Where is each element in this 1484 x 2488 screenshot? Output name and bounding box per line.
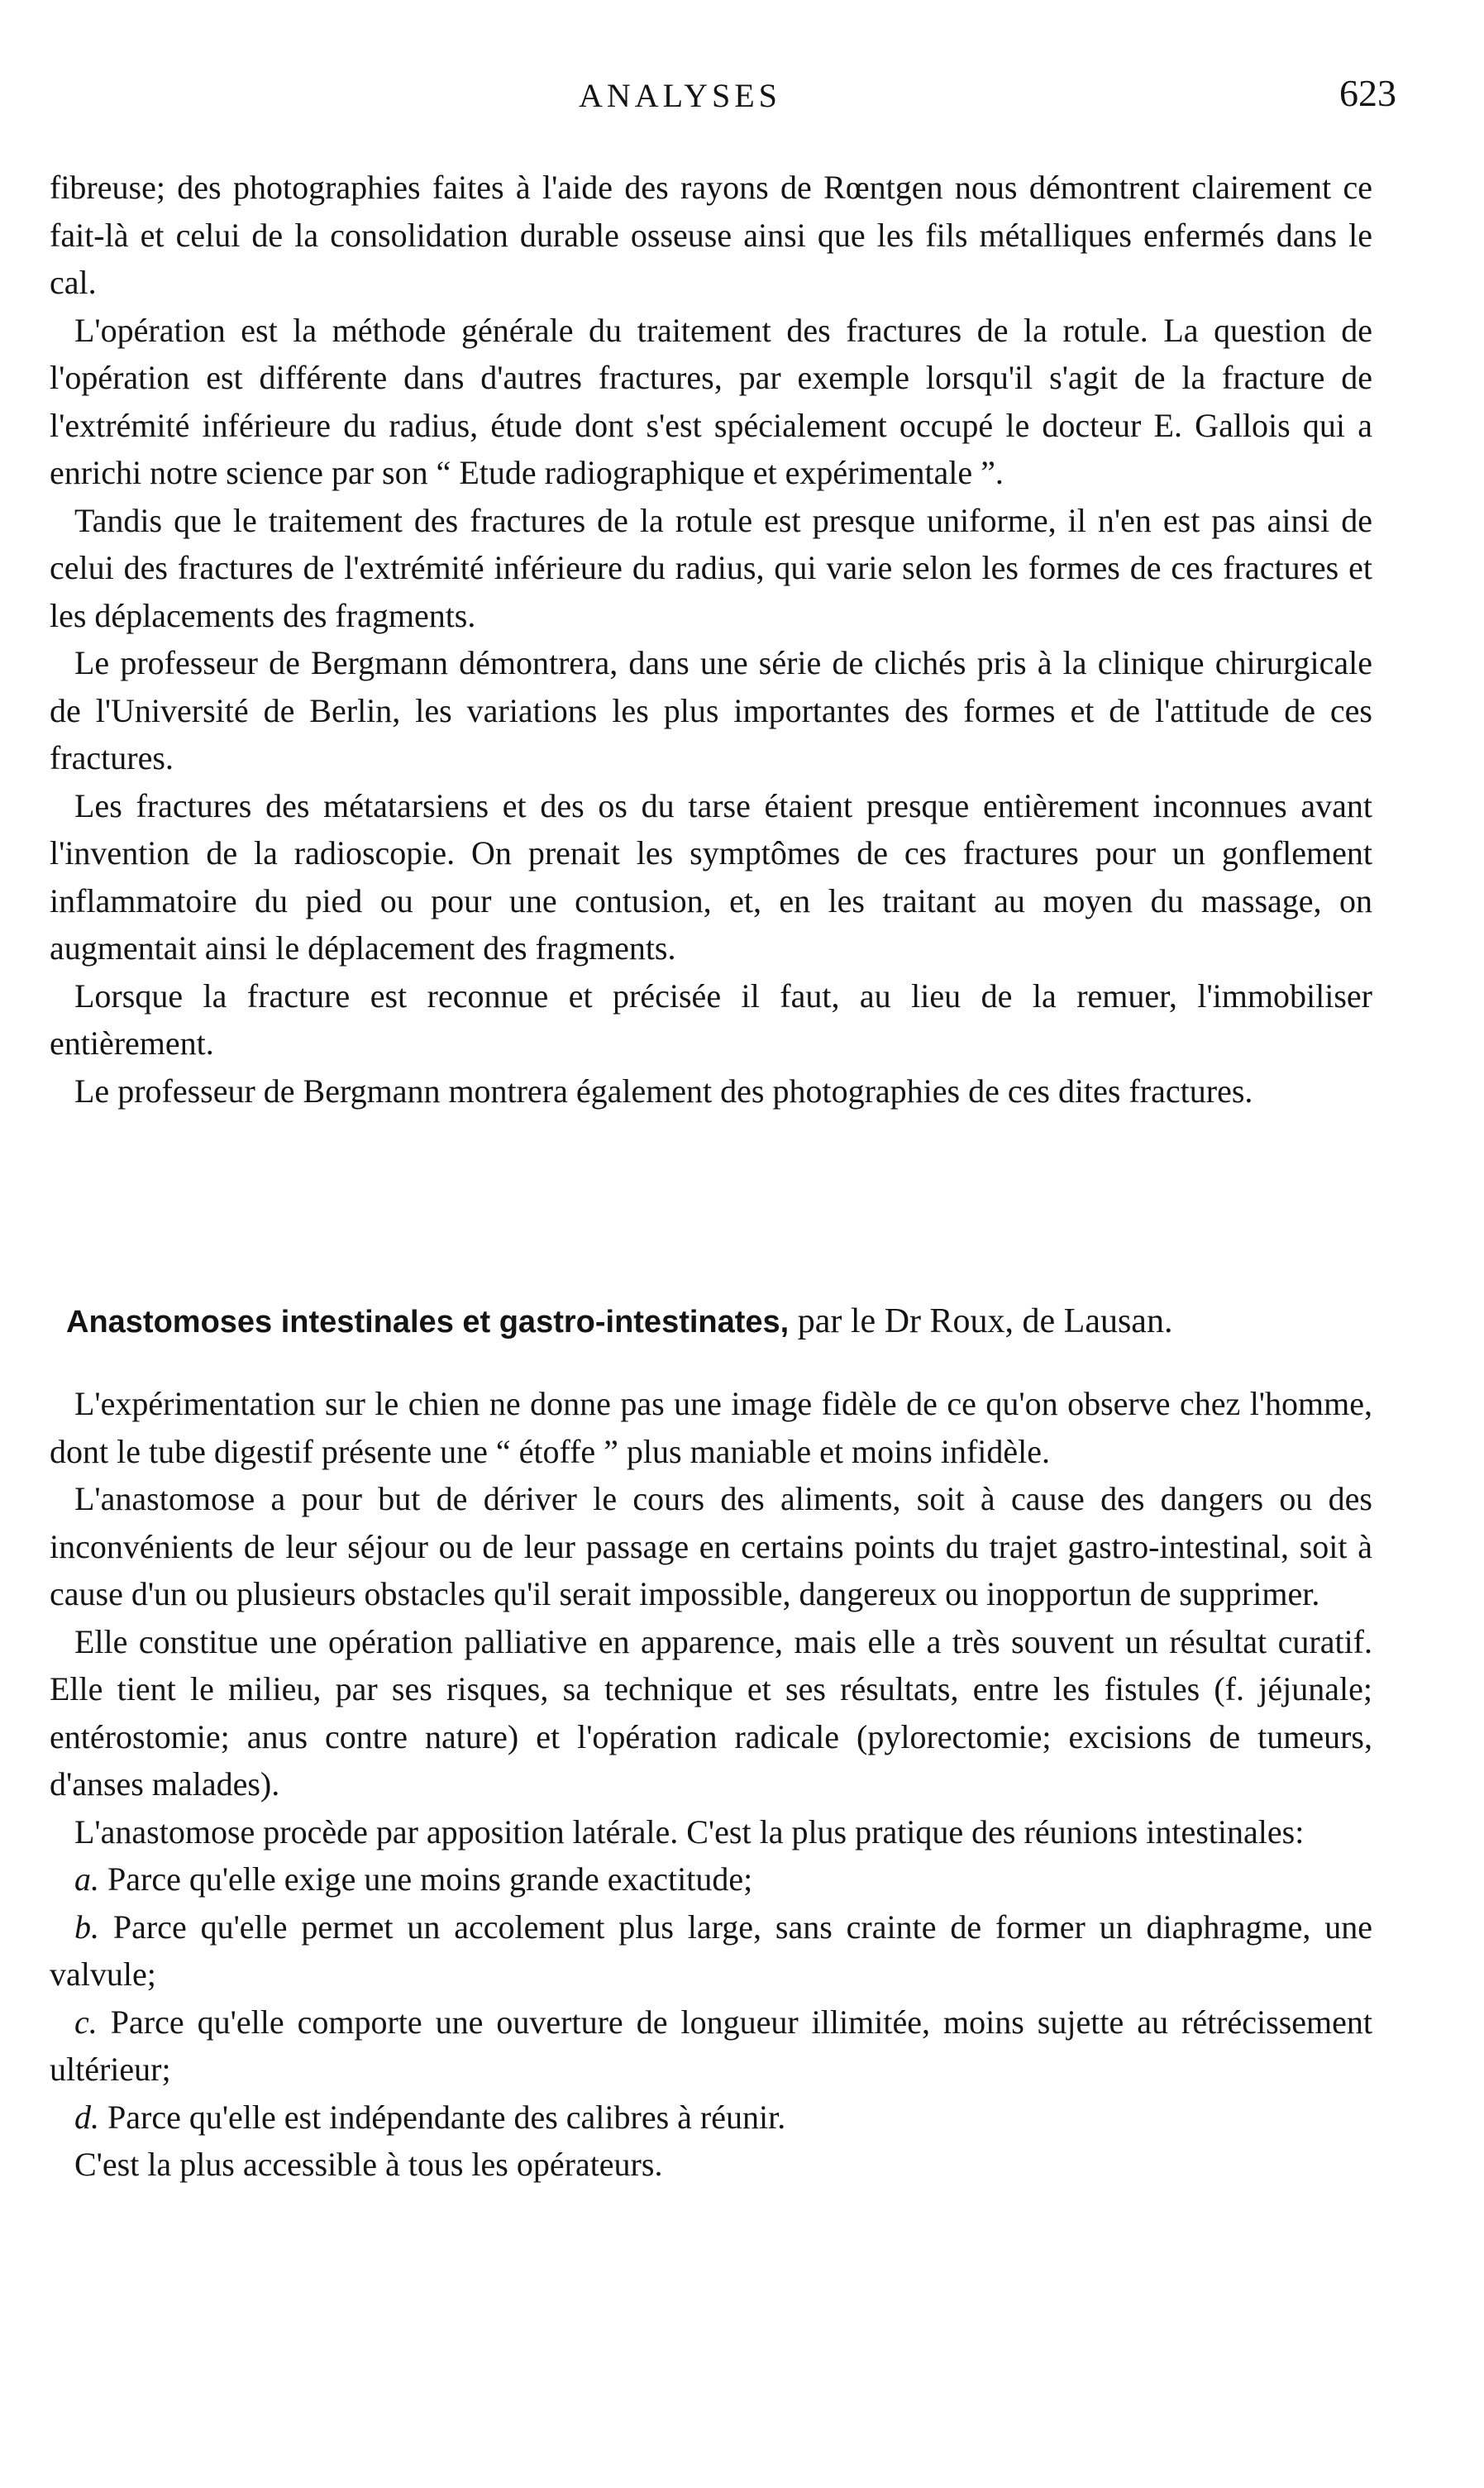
article-heading bbox=[66, 1298, 1372, 1345]
list-item bbox=[50, 1999, 1372, 2094]
page-number: 623 bbox=[1339, 72, 1396, 114]
list-item-text: Parce qu'elle est indépendante des calibres à réunir. bbox=[99, 2098, 786, 2136]
list-item-text: Parce qu'elle comporte une ouverture de longueur illimitée, moins sujette au rétrécissement ultérieur; bbox=[50, 2003, 1372, 2088]
list-item bbox=[50, 1855, 1372, 1903]
list-marker: c. bbox=[74, 2003, 98, 2041]
section-fractures bbox=[50, 164, 1372, 1115]
paragraph: Le professeur de Bergmann montrera également des photographies de ces dites fractures. bbox=[74, 1072, 1253, 1110]
paragraph: Tandis que le traitement des fractures de la rotule est presque uniforme, il n'en est pas ainsi de celui des fractures de l'extrémité inférieure du radius, qui varie selon les formes de ces fractures et les déplacements des fragments. bbox=[50, 501, 1372, 634]
list-marker: b. bbox=[74, 1908, 99, 1946]
list-item bbox=[50, 2094, 1372, 2142]
paragraph: Le professeur de Bergmann démontrera, dans une série de clichés pris à la clinique chirurgicale de l'Université de Berlin, les variations les plus importantes des formes et de l'attitude de ces fractures. bbox=[50, 644, 1372, 776]
running-header bbox=[50, 72, 1396, 126]
article-title: Anastomoses intestinales et gastro-intestinates, bbox=[66, 1305, 790, 1340]
paragraph: L'opération est la méthode générale du traitement des fractures de la rotule. La question de l'opération est différente dans d'autres fractures, par exemple lorsqu'il s'agit de la fracture de l'extrémité inférieure du radius, étude dont s'est spécialement occupé le docteur E. Gallois qui a enrichi notre science par son “ Etude radiographique et expérimentale ”. bbox=[50, 311, 1372, 491]
paragraph: L'anastomose procède par apposition latérale. C'est la plus pratique des réunions intestinales: bbox=[74, 1812, 1305, 1850]
paragraph: Lorsque la fracture est reconnue et précisée il faut, au lieu de la remuer, l'immobiliser entièrement. bbox=[50, 977, 1372, 1062]
paragraph: C'est la plus accessible à tous les opérateurs. bbox=[74, 2146, 663, 2183]
paragraph: Elle constitue une opération palliative en apparence, mais elle a très souvent un résultat curatif. Elle tient le milieu, par ses risques, sa technique et ses résultats, entre les fistules (f. jéjunale; entérostomie; anus contre nature) et l'opération radicale (pylorectomie; excisions de tumeurs, d'anses malades). bbox=[50, 1622, 1372, 1803]
section-anastomoses bbox=[50, 1298, 1372, 2189]
paragraph: fibreuse; des photographies faites à l'aide des rayons de Rœntgen nous démontrent clairement ce fait-là et celui de la consolidation durable osseuse ainsi que les fils métalliques enfermés dans le cal. bbox=[50, 169, 1372, 301]
list-marker: d. bbox=[74, 2098, 99, 2136]
list-marker: a. bbox=[74, 1860, 99, 1898]
running-title: ANALYSES bbox=[579, 77, 781, 114]
paragraph: L'anastomose a pour but de dériver le cours des aliments, soit à cause des dangers ou des inconvénients de leur séjour ou de leur passage en certains points du trajet gastro-intestinal, soit à cause d'un ou plusieurs obstacles qu'il serait impossible, dangereux ou inopportun de supprimer. bbox=[50, 1480, 1372, 1612]
list-item bbox=[50, 1903, 1372, 1999]
paragraph: L'expérimentation sur le chien ne donne pas une image fidèle de ce qu'on observe chez l'homme, dont le tube digestif présente une “ étoffe ” plus maniable et moins infidèle. bbox=[50, 1385, 1372, 1470]
article-byline: par le Dr Roux, de Lausan. bbox=[789, 1302, 1173, 1340]
list-item-text: Parce qu'elle permet un accolement plus large, sans crainte de former un diaphragme, une valvule; bbox=[50, 1908, 1372, 1993]
list-item-text: Parce qu'elle exige une moins grande exactitude; bbox=[99, 1860, 753, 1898]
paragraph: Les fractures des métatarsiens et des os du tarse étaient presque entièrement inconnues avant l'invention de la radioscopie. On prenait les symptômes de ces fractures pour un gonflement inflammatoire du pied ou pour une contusion, et, en les traitant au moyen du massage, on augmentait ainsi le déplacement des fragments. bbox=[50, 786, 1372, 967]
